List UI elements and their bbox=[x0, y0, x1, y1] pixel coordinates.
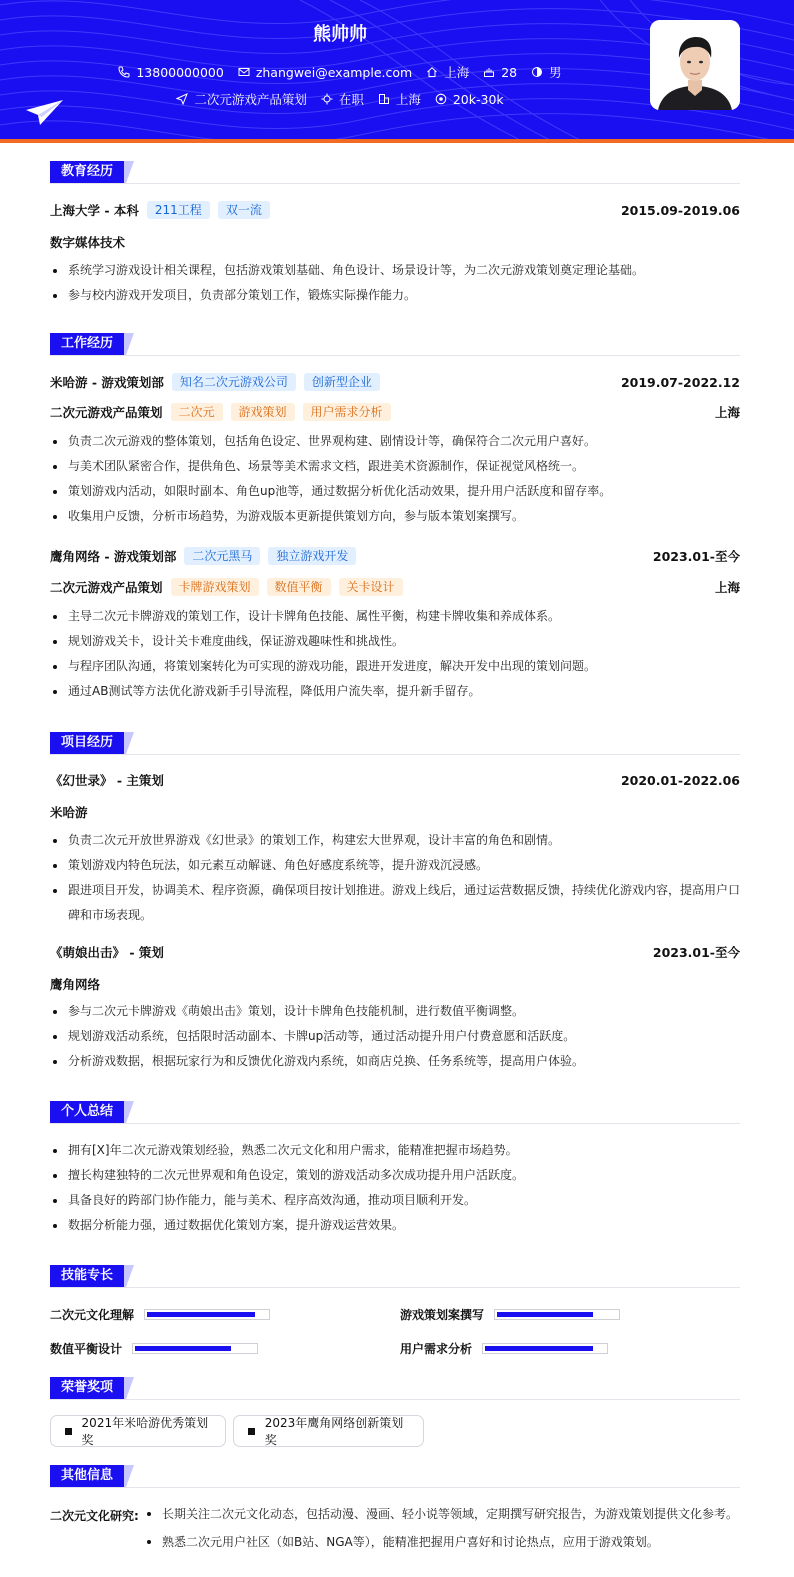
section-tail bbox=[124, 333, 136, 355]
gender-info bbox=[531, 63, 562, 81]
candidate-name: 熊帅帅 bbox=[313, 24, 367, 45]
section-label: 技能专长 bbox=[50, 1265, 124, 1287]
award-badge bbox=[233, 1415, 424, 1447]
position-tag: 数值平衡 bbox=[267, 578, 331, 596]
section-tail bbox=[124, 1101, 136, 1123]
project-date: 2020.01-2022.06 bbox=[620, 772, 740, 788]
section-divider bbox=[50, 754, 740, 755]
list-item: 策划游戏内特色玩法，如元素互动解谜、角色好感度系统等，提升游戏沉浸感。 bbox=[50, 853, 740, 878]
city-info bbox=[426, 63, 469, 81]
section-label: 工作经历 bbox=[50, 333, 124, 355]
age-info bbox=[483, 63, 517, 81]
section-label: 荣誉奖项 bbox=[50, 1377, 124, 1399]
company-name: 米哈游 - 游戏策划部 bbox=[50, 375, 164, 390]
project-bullets bbox=[50, 999, 740, 1074]
project-header-row bbox=[50, 771, 740, 789]
skill-name: 二次元文化理解 bbox=[50, 1308, 135, 1322]
job-header-row bbox=[50, 373, 740, 391]
section-divider bbox=[50, 183, 740, 184]
section-awards-title bbox=[50, 1377, 136, 1399]
list-item: 系统学习游戏设计相关课程，包括游戏策划基础、角色设计、场景设计等，为二次元游戏策划奠定理论基础。 bbox=[50, 258, 740, 283]
section-skills-title bbox=[50, 1265, 136, 1287]
project-bullets bbox=[50, 828, 740, 928]
project-date: 2023.01-至今 bbox=[652, 945, 740, 960]
job-location: 上海 bbox=[714, 405, 740, 420]
status-info bbox=[321, 90, 364, 108]
skill-bar bbox=[132, 1343, 258, 1354]
section-projects-title bbox=[50, 732, 136, 754]
job-position-row bbox=[50, 403, 740, 421]
job-position-row bbox=[50, 578, 740, 596]
phone-text: 13800000000 bbox=[136, 64, 224, 80]
list-item: 跟进项目开发，协调美术、程序资源，确保项目按计划推进。游戏上线后，通过运营数据反馈，持续优化游戏内容，提高用户口碑和市场表现。 bbox=[50, 878, 740, 928]
section-tail bbox=[124, 1265, 136, 1287]
target-job-info bbox=[176, 90, 307, 108]
skill-name: 用户需求分析 bbox=[400, 1342, 473, 1356]
square-bullet-icon bbox=[248, 1428, 255, 1435]
section-work-title bbox=[50, 333, 136, 355]
section-education-title bbox=[50, 161, 136, 183]
project-company: 鹰角网络 bbox=[50, 977, 101, 992]
company-tag: 创新型企业 bbox=[304, 373, 380, 391]
cake-icon bbox=[483, 66, 495, 78]
job-header-row bbox=[50, 547, 740, 565]
section-label: 教育经历 bbox=[50, 161, 124, 183]
list-item: 与程序团队沟通，将策划案转化为可实现的游戏功能，跟进开发进度，解决开发中出现的策划问题。 bbox=[50, 654, 740, 679]
list-item: 策划游戏内活动，如限时副本、角色up池等，通过数据分析优化活动效果，提升用户活跃度和留存率。 bbox=[50, 479, 740, 504]
skill-level-fill bbox=[485, 1346, 593, 1351]
mail-icon bbox=[238, 66, 250, 78]
skill-level-fill bbox=[497, 1312, 593, 1317]
contact-row bbox=[0, 63, 680, 81]
salary-info bbox=[435, 90, 504, 108]
target-job-text: 二次元游戏产品策划 bbox=[194, 92, 307, 107]
company-name: 鹰角网络 - 游戏策划部 bbox=[50, 549, 177, 564]
job-date: 2019.07-2022.12 bbox=[620, 374, 740, 390]
home-icon bbox=[426, 66, 438, 78]
email-text: zhangwei@example.com bbox=[255, 64, 413, 80]
target-city-info bbox=[378, 90, 421, 108]
project-header-row bbox=[50, 943, 740, 961]
other-info-bullets bbox=[144, 1500, 744, 1556]
company-tag: 二次元黑马 bbox=[184, 547, 260, 565]
status-icon bbox=[321, 93, 333, 105]
list-item: 参与二次元卡牌游戏《萌娘出击》策划，设计卡牌角色技能机制，进行数值平衡调整。 bbox=[50, 999, 740, 1024]
section-label: 项目经历 bbox=[50, 732, 124, 754]
award-badge bbox=[50, 1415, 226, 1447]
job-bullets bbox=[50, 604, 740, 704]
summary-bullets bbox=[50, 1138, 740, 1238]
list-item: 负责二次元游戏的整体策划，包括角色设定、世界观构建、剧情设计等，确保符合二次元用户喜好。 bbox=[50, 429, 740, 454]
list-item: 通过AB测试等方法优化游戏新手引导流程，降低用户流失率，提升新手留存。 bbox=[50, 679, 740, 704]
resume-header bbox=[0, 0, 794, 140]
section-divider bbox=[50, 1287, 740, 1288]
education-bullets bbox=[50, 258, 740, 308]
school-tag: 双一流 bbox=[218, 201, 270, 219]
position-tag: 游戏策划 bbox=[231, 403, 295, 421]
section-divider bbox=[50, 355, 740, 356]
skill-bar bbox=[144, 1309, 270, 1320]
phone-icon bbox=[118, 66, 130, 78]
gender-text: 男 bbox=[549, 65, 562, 80]
list-item: 拥有[X]年二次元游戏策划经验，熟悉二次元文化和用户需求，能精准把握市场趋势。 bbox=[50, 1138, 740, 1163]
list-item: 主导二次元卡牌游戏的策划工作，设计卡牌角色技能、属性平衡，构建卡牌收集和养成体系。 bbox=[50, 604, 740, 629]
position-tag: 卡牌游戏策划 bbox=[171, 578, 259, 596]
education-date: 2015.09-2019.06 bbox=[620, 202, 740, 218]
skill-bar bbox=[494, 1309, 620, 1320]
skill-name: 游戏策划案撰写 bbox=[400, 1308, 485, 1322]
city-text: 上海 bbox=[444, 65, 470, 80]
send-icon bbox=[176, 93, 188, 105]
section-divider bbox=[50, 1399, 740, 1400]
job-position: 二次元游戏产品策划 bbox=[50, 405, 163, 420]
phone-info bbox=[118, 63, 223, 81]
project-name: 《幻世录》 - 主策划 bbox=[50, 773, 164, 788]
award-name: 2023年鹰角网络创新策划奖 bbox=[264, 1416, 404, 1447]
school-tag: 211工程 bbox=[147, 201, 210, 219]
list-item: 规划游戏活动系统，包括限时活动副本、卡牌up活动等，通过活动提升用户付费意愿和活跃度。 bbox=[50, 1024, 740, 1049]
education-header-row bbox=[50, 201, 740, 219]
job-location: 上海 bbox=[714, 580, 740, 595]
list-item: 收集用户反馈，分析市场趋势，为游戏版本更新提供策划方向，参与版本策划案撰写。 bbox=[50, 504, 740, 529]
gender-icon bbox=[531, 66, 543, 78]
other-info-label: 二次元文化研究: bbox=[50, 1509, 139, 1523]
building-icon bbox=[378, 93, 390, 105]
section-tail bbox=[124, 1465, 136, 1487]
company-tag: 独立游戏开发 bbox=[268, 547, 356, 565]
target-city-text: 上海 bbox=[395, 92, 421, 107]
skill-item bbox=[400, 1306, 620, 1323]
award-name: 2021年米哈游优秀策划奖 bbox=[81, 1416, 209, 1447]
coin-icon bbox=[435, 93, 447, 105]
skill-item bbox=[50, 1340, 258, 1357]
list-item: 负责二次元开放世界游戏《幻世录》的策划工作，构建宏大世界观，设计丰富的角色和剧情。 bbox=[50, 828, 740, 853]
list-item: 数据分析能力强，通过数据优化策划方案，提升游戏运营效果。 bbox=[50, 1213, 740, 1238]
position-tag: 用户需求分析 bbox=[303, 403, 391, 421]
school-name: 上海大学 - 本科 bbox=[50, 203, 139, 218]
list-item: 具备良好的跨部门协作能力，能与美术、程序高效沟通，推动项目顺利开发。 bbox=[50, 1188, 740, 1213]
position-tag: 关卡设计 bbox=[339, 578, 403, 596]
skill-item bbox=[50, 1306, 270, 1323]
header-accent-bar bbox=[0, 139, 794, 143]
salary-text: 20k-30k bbox=[452, 91, 504, 107]
job-intent-row bbox=[0, 90, 680, 108]
job-position: 二次元游戏产品策划 bbox=[50, 580, 163, 595]
skill-bar bbox=[482, 1343, 608, 1354]
list-item: 规划游戏关卡，设计关卡难度曲线，保证游戏趣味性和挑战性。 bbox=[50, 629, 740, 654]
avatar-portrait bbox=[650, 20, 740, 110]
job-date: 2023.01-至今 bbox=[652, 549, 740, 564]
profile-photo bbox=[650, 20, 740, 110]
list-item: 分析游戏数据，根据玩家行为和反馈优化游戏内系统，如商店兑换、任务系统等，提高用户体验。 bbox=[50, 1049, 740, 1074]
project-name: 《萌娘出击》 - 策划 bbox=[50, 945, 164, 960]
section-label: 其他信息 bbox=[50, 1465, 124, 1487]
project-company: 米哈游 bbox=[50, 805, 88, 820]
job-bullets bbox=[50, 429, 740, 529]
list-item: 参与校内游戏开发项目，负责部分策划工作，锻炼实际操作能力。 bbox=[50, 283, 740, 308]
skill-level-fill bbox=[147, 1312, 255, 1317]
list-item: 熟悉二次元用户社区（如B站、NGA等），能精准把握用户喜好和讨论热点，应用于游戏策划。 bbox=[144, 1528, 744, 1556]
company-tag: 知名二次元游戏公司 bbox=[172, 373, 296, 391]
list-item: 擅长构建独特的二次元世界观和角色设定，策划的游戏活动多次成功提升用户活跃度。 bbox=[50, 1163, 740, 1188]
section-label: 个人总结 bbox=[50, 1101, 124, 1123]
square-bullet-icon bbox=[65, 1428, 72, 1435]
skill-item bbox=[400, 1340, 608, 1357]
list-item: 与美术团队紧密合作，提供角色、场景等美术需求文档，跟进美术资源制作，保证视觉风格统一。 bbox=[50, 454, 740, 479]
email-info bbox=[238, 63, 412, 81]
skill-level-fill bbox=[135, 1346, 231, 1351]
major-name: 数字媒体技术 bbox=[50, 235, 126, 250]
list-item: 长期关注二次元文化动态，包括动漫、漫画、轻小说等领域，定期撰写研究报告，为游戏策划提供文化参考。 bbox=[144, 1500, 744, 1528]
section-divider bbox=[50, 1123, 740, 1124]
section-tail bbox=[124, 732, 136, 754]
position-tag: 二次元 bbox=[171, 403, 223, 421]
age-text: 28 bbox=[501, 64, 518, 80]
skill-name: 数值平衡设计 bbox=[50, 1342, 123, 1356]
status-text: 在职 bbox=[338, 92, 364, 107]
section-divider bbox=[50, 1487, 740, 1488]
section-tail bbox=[124, 1377, 136, 1399]
section-summary-title bbox=[50, 1101, 136, 1123]
section-tail bbox=[124, 161, 136, 183]
section-other-title bbox=[50, 1465, 136, 1487]
